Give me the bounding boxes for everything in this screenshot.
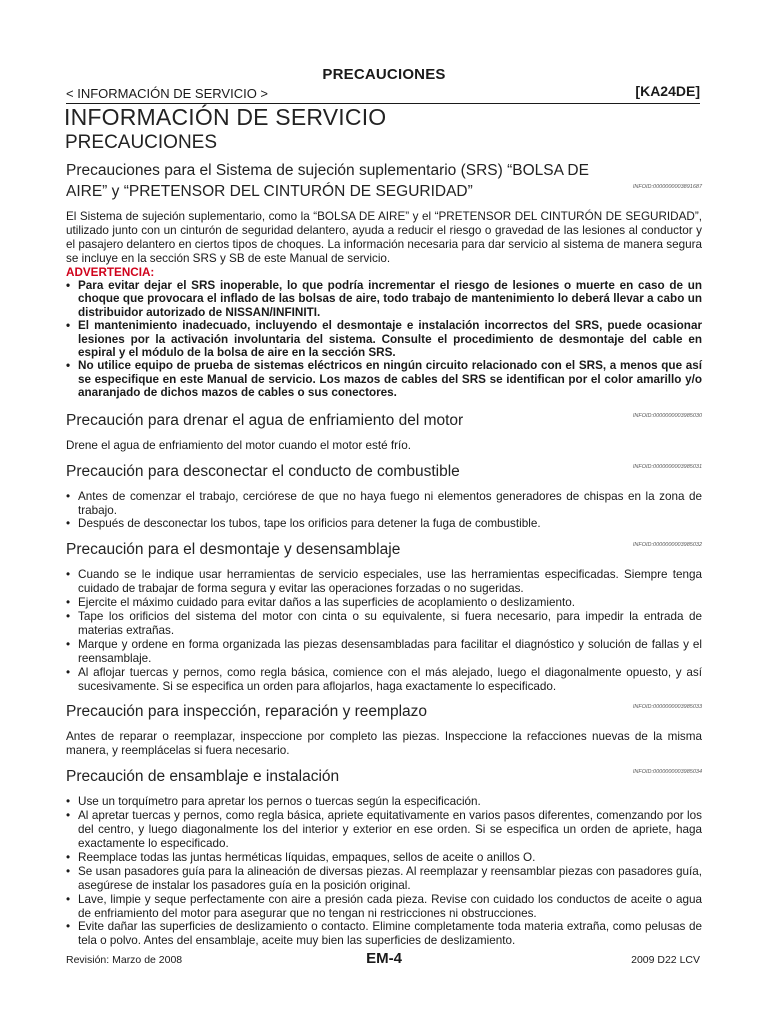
list-item: • Reemplace todas las juntas herméticas líquidas, empaques, sellos de aceite o anillos O. [66,851,702,865]
footer-page-number: EM-4 [366,950,402,967]
list-item: • Al apretar tuercas y pernos, como regla básica, apriete equitativamente en varios pasos diferentes, comenzando por los del centro, y luego diagonalmente los del interior y exterior en ese orden. Si se especifica un orden de apriete, haga exactamente lo especificado. [66,809,702,851]
assembly-heading [66,762,702,787]
coolant-info-id: INFOID:0000000003985030 [632,412,702,419]
srs-info-id: INFOID:0000000003891687 [632,184,702,190]
list-item: • Use un torquímetro para apretar los pernos o tuercas según la especificación. [66,795,702,809]
disassembly-title: Precaución para el desmontaje y desensamblaje [66,541,401,559]
fuel-title: Precaución para desconectar el conducto de combustible [66,462,460,480]
srs-paragraph: El Sistema de sujeción suplementario, como la “BOLSA DE AIRE” y el “PRETENSOR DEL CINTURÓN DE SEGURIDAD”, utilizado junto con un cinturón de seguridad delantero, ayuda a reducir el riesgo o gravedad de las lesiones al conductor y el pasajero delantero en ciertos tipos de choques. La información necesaria para dar servicio al sistema de manera segura se incluye en la sección SRS y SB de este Manual de servicio. [66,210,702,265]
list-item: • Antes de comenzar el trabajo, cerciórese de que no haya fuego ni elementos generadores de chispas en la zona de trabajo. [66,490,702,518]
warning-item: • Para evitar dejar el SRS inoperable, lo que podría incrementar el riesgo de lesiones o muerte en caso de un choque que provocara el inflado de las bolsas de aire, todo trabajo de mantenimiento lo deberá llevar a cabo un distribuidor autorizado de NISSAN/INFINITI. [66,279,702,319]
assembly-info-id: INFOID:0000000003985034 [632,769,702,776]
list-item: • Lave, limpie y seque perfectamente con aire a presión cada pieza. Revise con cuidado los conductos de aceite o agua de enfriamiento del motor para asegurar que no tengan ni restricciones ni obstrucciones. [66,893,702,921]
inspection-title: Precaución para inspección, reparación y reemplazo [66,703,428,721]
warning-list [66,279,702,400]
fuel-heading [66,457,702,482]
disassembly-heading [66,535,702,560]
warning-item: • El mantenimiento inadecuado, incluyendo el desmontaje e instalación incorrectos del SRS, puede ocasionar lesiones por la activación involuntaria del sistema. Consulte el procedimiento de desmontaje del cable en espiral y el módulo de la bolsa de aire en la sección SRS. [66,319,702,359]
inspection-info-id: INFOID:0000000003985033 [632,704,702,711]
list-item: • Después de desconectar los tubos, tape los orificios para detener la fuga de combustible. [66,517,702,531]
disassembly-list [66,568,702,693]
inspection-heading [66,697,702,722]
list-item: • Marque y ordene en forma organizada las piezas desensambladas para facilitar el diagnóstico y solución de fallas y el reensamblaje. [66,638,702,666]
footer-model-year: 2009 D22 LCV [631,954,700,966]
list-item: • Evite dañar las superficies de deslizamiento o contacto. Elimine completamente toda materia extraña, como pelusas de tela o polvo. Antes del ensamblaje, aceite muy bien las superficies de deslizamiento. [66,920,702,948]
list-item: • Al aflojar tuercas y pernos, como regla básica, comience con el más alejado, luego el diagonalmente opuesto, y así sucesivamente. Si se especifica un orden para aflojarlos, haga exactamente lo especificado. [66,666,702,694]
coolant-paragraph: Drene el agua de enfriamiento del motor cuando el motor esté frío. [66,438,411,452]
footer-revision: Revisión: Marzo de 2008 [66,954,183,966]
page-header-title: PRECAUCIONES [322,66,446,83]
coolant-title: Precaución para drenar el agua de enfriamiento del motor [66,411,464,429]
list-item: • Cuando se le indique usar herramientas de servicio especiales, use las herramientas especificadas. Siempre tenga cuidado de trabajar de forma segura y evitar las operaciones forzadas o no sugeridas. [66,568,702,596]
section-title: INFORMACIÓN DE SERVICIO [64,104,387,130]
assembly-list [66,795,702,948]
fuel-list [66,490,702,532]
fuel-info-id: INFOID:0000000003985031 [632,463,702,470]
list-item: • Tape los orificios del sistema del motor con cinta o su equivalente, si fuera necesario, para impedir la entrada de materias extrañas. [66,610,702,638]
disassembly-info-id: INFOID:0000000003985032 [632,542,702,549]
subsection-title: PRECAUCIONES [65,132,218,153]
assembly-title: Precaución de ensamblaje e instalación [66,768,340,786]
srs-heading [66,160,702,202]
inspection-paragraph: Antes de reparar o reemplazar, inspeccione por completo las piezas. Inspeccione la refacciones nuevas de la misma manera, y reemplácelas si fuera necesario. [66,730,702,758]
warning-label: ADVERTENCIA: [66,265,155,279]
list-item: • Se usan pasadores guía para la alineación de diversas piezas. Al reemplazar y reensamblar piezas con pasadores guía, asegúrese de instalar los pasadores guía en la posición original. [66,865,702,893]
srs-title: Precauciones para el Sistema de sujeción suplementario (SRS) “BOLSA DE AIRE” y “PRETENSOR DEL CINTURÓN DE SEGURIDAD” [66,162,589,200]
coolant-heading [66,406,702,431]
list-item: • Ejercite el máximo cuidado para evitar daños a las superficies de acoplamiento o deslizamiento. [66,596,702,610]
model-code: [KA24DE] [635,83,700,99]
breadcrumb: < INFORMACIÓN DE SERVICIO > [66,86,269,101]
warning-item: • No utilice equipo de prueba de sistemas eléctricos en ningún circuito relacionado con el SRS, a menos que así se especifique en este Manual de servicio. Los mazos de cables del SRS se identifican por el color amarillo y/o anaranjado de dichos mazos de cables o sus conectores. [66,359,702,399]
content-body [66,160,702,948]
